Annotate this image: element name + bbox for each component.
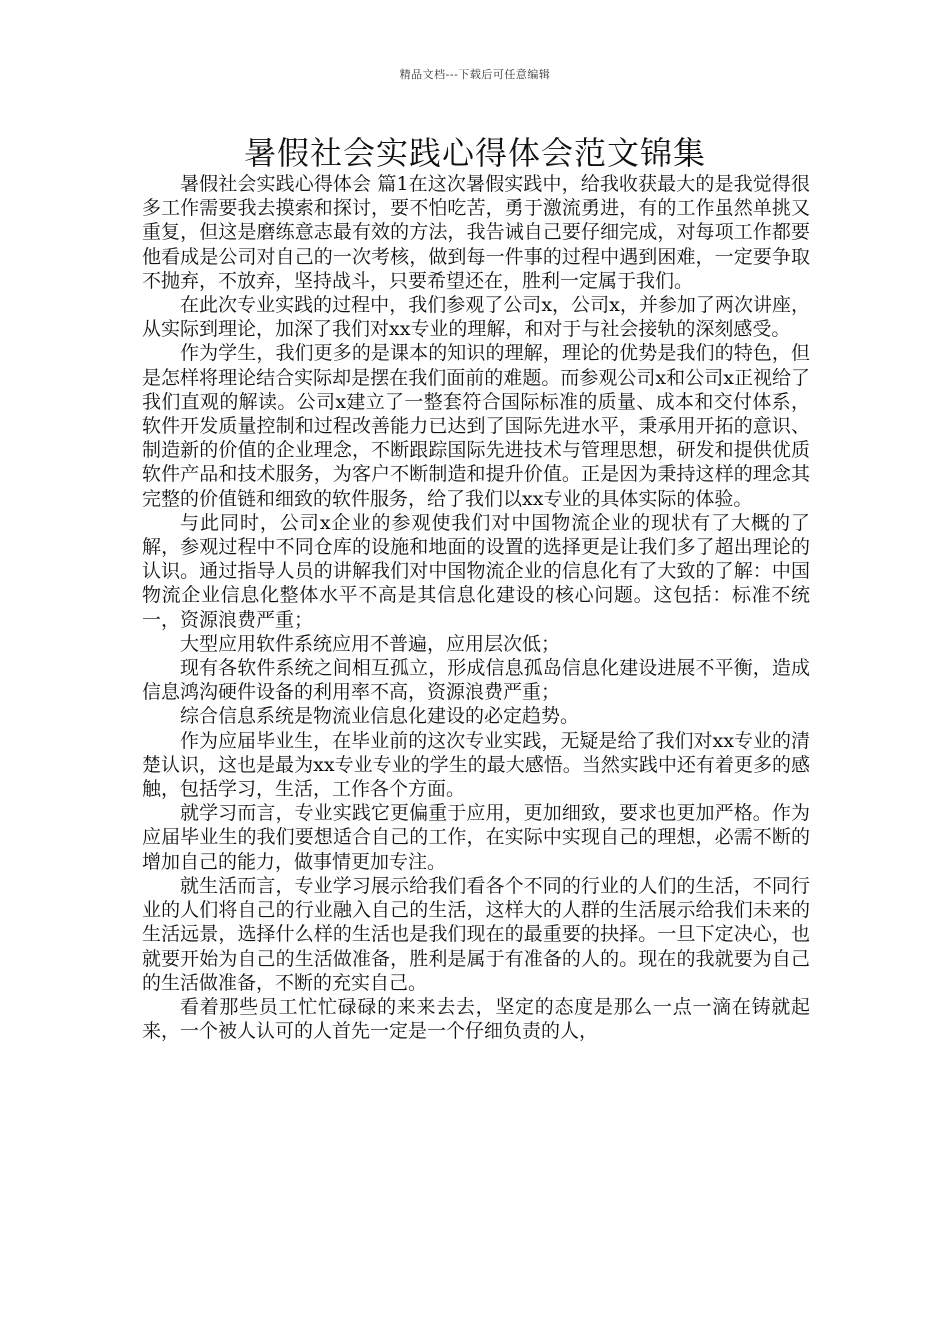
paragraph: 作为学生，我们更多的是课本的知识的理解，理论的优势是我们的特色，但是怎样将理论结合实际却是摆在我们面前的难题。而参观公司x和公司x正视给了我们直观的解读。公司x建立了一整套符合国际标准的质量、成本和交付体系，软件开发质量控制和过程改善能力已达到了国际先进水平，秉承用开拓的意识、制造新的价值的企业理念，不断跟踪国际先进技术与管理思想，研发和提供优质软件产品和技术服务，为客户不断制造和提升价值。正是因为秉持这样的理念其完整的价值链和细致的软件服务，给了我们以xx专业的具体实际的体验。 bbox=[142, 342, 810, 510]
paragraph: 作为应届毕业生，在毕业前的这次专业实践，无疑是给了我们对xx专业的清楚认识，这也是最为xx专业专业的学生的最大感悟。当然实践中还有着更多的感触，包括学习，生活，工作各个方面。 bbox=[142, 729, 810, 801]
paragraph: 现有各软件系统之间相互孤立，形成信息孤岛信息化建设进展不平衡，造成信息鸿沟硬件设备的利用率不高，资源浪费严重； bbox=[142, 657, 810, 704]
document-title: 暑假社会实践心得体会范文锦集 bbox=[243, 134, 706, 172]
paragraph: 就生活而言，专业学习展示给我们看各个不同的行业的人们的生活，不同行业的人们将自己的行业融入自己的生活，这样大的人群的生活展示给我们未来的生活远景，选择什么样的生活也是我们现在的最重要的抉择。一旦下定决心，也就要开始为自己的生活做准备，胜利是属于有准备的人的。现在的我就要为自己的生活做准备，不断的充实自己。 bbox=[142, 874, 810, 994]
paragraph: 在此次专业实践的过程中，我们参观了公司x，公司x，并参加了两次讲座，从实际到理论，加深了我们对xx专业的理解，和对于与社会接轨的深刻感受。 bbox=[142, 294, 810, 341]
paragraph: 与此同时，公司x企业的参观使我们对中国物流企业的现状有了大概的了解，参观过程中不同仓库的设施和地面的设置的选择更是让我们多了超出理论的认识。通过指导人员的讲解我们对中国物流企业的信息化有了大致的了解：中国物流企业信息化整体水平不高是其信息化建设的核心问题。这包括：标准不统一，资源浪费严重； bbox=[142, 511, 810, 631]
paragraph: 暑假社会实践心得体会 篇1在这次暑假实践中，给我收获最大的是我觉得很多工作需要我去摸索和探讨，要不怕吃苦，勇于激流勇进，有的工作虽然单挑又重复，但这是磨练意志最有效的方法，我告诫自己要仔细完成，对每项工作都要他看成是公司对自己的一次考核，做到每一件事的过程中遇到困难，一定要争取不抛弃，不放弃，坚持战斗，只要希望还在，胜利一定属于我们。 bbox=[142, 173, 810, 292]
paragraph: 综合信息系统是物流业信息化建设的必定趋势。 bbox=[180, 705, 580, 728]
paragraph: 大型应用软件系统应用不普遍，应用层次低； bbox=[180, 632, 561, 655]
document-body bbox=[142, 172, 810, 1043]
paragraph: 看着那些员工忙忙碌碌的来来去去，坚定的态度是那么一点一滴在铸就起来，一个被人认可的人首先一定是一个仔细负责的人， bbox=[142, 995, 810, 1043]
paragraph: 就学习而言，专业实践它更偏重于应用，更加细致，要求也更加严格。作为应届毕业生的我们要想适合自己的工作，在实际中实现自己的理想，必需不断的增加自己的能力，做事情更加专注。 bbox=[142, 802, 810, 873]
header-note: 精品文档---下载后可任意编辑 bbox=[399, 68, 551, 81]
